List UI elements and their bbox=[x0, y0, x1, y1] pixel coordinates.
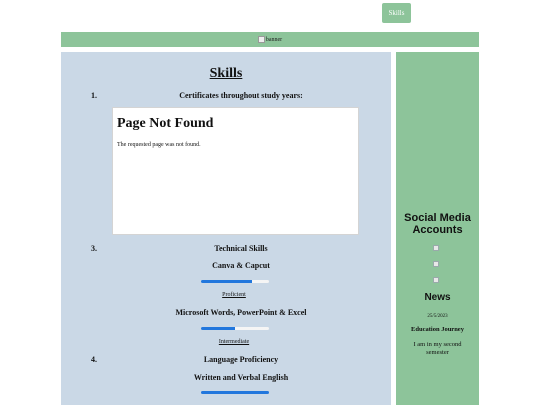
news-heading: News bbox=[424, 292, 451, 303]
banner-image bbox=[61, 32, 479, 47]
skill-progress-bar bbox=[201, 391, 269, 394]
skill-progress-fill bbox=[201, 280, 252, 283]
social-icon-3[interactable] bbox=[433, 277, 439, 283]
skill-name: Written and Verbal English bbox=[193, 373, 289, 382]
skill-progress-bar bbox=[201, 327, 269, 330]
social-media-heading: Social Media Accounts bbox=[404, 212, 471, 236]
certificate-embed-frame[interactable] bbox=[112, 107, 359, 235]
skill-name: Canva & Capcut bbox=[212, 261, 270, 270]
list-number-1: 1. bbox=[91, 91, 97, 100]
skills-nav-button[interactable]: Skills bbox=[382, 3, 411, 23]
language-proficiency-heading: Language Proficiency bbox=[203, 355, 279, 364]
skill-progress-fill bbox=[201, 327, 235, 330]
news-text: I am in my second semester bbox=[413, 341, 462, 356]
skill-level-label: Intermediate bbox=[218, 339, 250, 345]
sidebar bbox=[396, 52, 479, 405]
news-date: 25/5/2023 bbox=[427, 314, 448, 319]
list-number-3: 3. bbox=[91, 244, 97, 253]
social-icon-1[interactable] bbox=[433, 245, 439, 251]
certificates-heading: Certificates throughout study years: bbox=[179, 91, 303, 100]
banner-alt-text: banner bbox=[265, 36, 283, 43]
skills-panel bbox=[61, 52, 391, 405]
skill-progress-bar bbox=[201, 280, 269, 283]
news-headline[interactable]: Education Journey bbox=[411, 326, 464, 333]
skill-level-label: Proficient bbox=[222, 292, 246, 298]
skill-name: Microsoft Words, PowerPoint & Excel bbox=[175, 308, 307, 317]
broken-image-icon bbox=[258, 36, 265, 43]
skill-progress-fill bbox=[201, 391, 269, 394]
page-title: Skills bbox=[209, 66, 243, 81]
technical-skills-heading: Technical Skills bbox=[214, 244, 268, 253]
social-icon-2[interactable] bbox=[433, 261, 439, 267]
list-number-4: 4. bbox=[91, 355, 97, 364]
embed-message: The requested page was not found. bbox=[117, 142, 201, 148]
embed-heading: Page Not Found bbox=[117, 116, 214, 131]
